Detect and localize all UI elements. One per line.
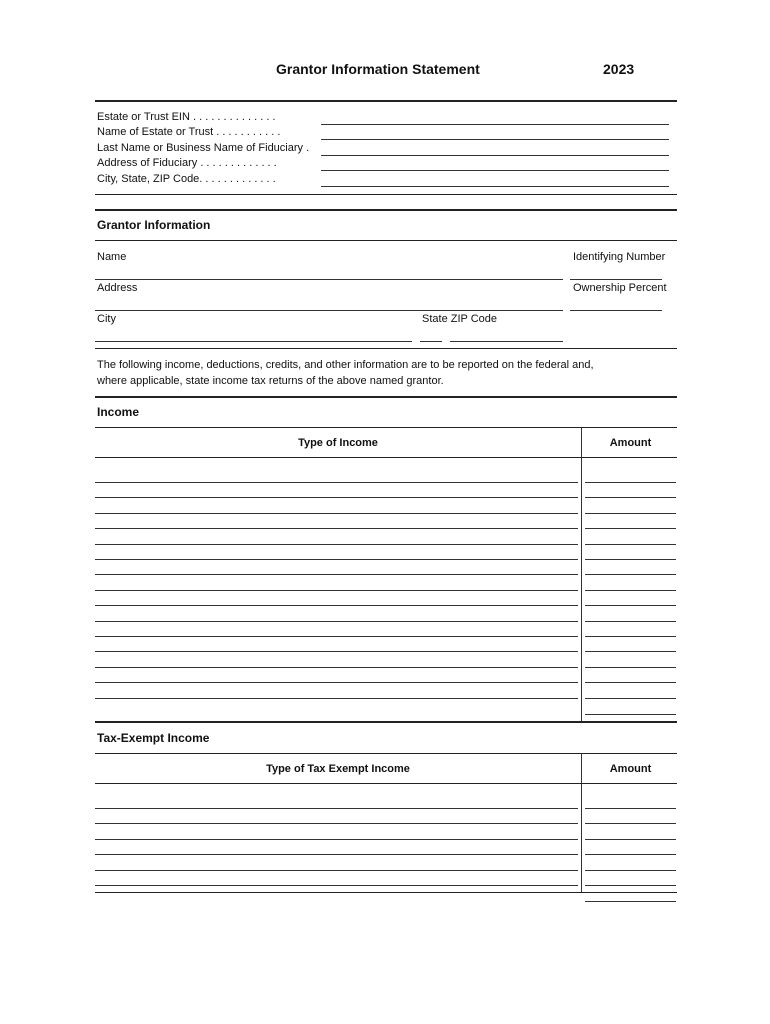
- income-amount-field[interactable]: [585, 545, 676, 560]
- header-divider: [95, 100, 677, 102]
- tax-exempt-header-top: [95, 753, 677, 754]
- grantor-heading: Grantor Information: [97, 218, 211, 232]
- income-header-bottom: [95, 457, 677, 458]
- grantor-address-label: Address: [97, 282, 138, 294]
- income-column-divider: [581, 427, 582, 721]
- city-state-zip-field[interactable]: [321, 172, 669, 187]
- income-type-field[interactable]: [95, 622, 578, 637]
- tax-exempt-amount-field[interactable]: [585, 825, 676, 840]
- tax-exempt-type-field[interactable]: [95, 809, 578, 824]
- notice-text: [97, 357, 677, 389]
- income-amount-field[interactable]: [585, 607, 676, 622]
- income-amount-field[interactable]: [585, 560, 676, 575]
- tax-exempt-type-field[interactable]: [95, 871, 578, 886]
- income-amount-field[interactable]: [585, 499, 676, 514]
- estate-ein-field[interactable]: [321, 110, 669, 125]
- grantor-address-field[interactable]: [95, 296, 563, 311]
- tax-exempt-amount-header: Amount: [609, 763, 652, 775]
- estate-ein-label: Estate or Trust EIN . . . . . . . . . . . . . .: [97, 111, 276, 123]
- tax-exempt-bottom-divider: [95, 892, 677, 893]
- income-amount-field[interactable]: [585, 530, 676, 545]
- income-amount-field[interactable]: [585, 622, 676, 637]
- estate-name-field[interactable]: [321, 125, 669, 140]
- tax-exempt-amount-field[interactable]: [585, 794, 676, 809]
- form-title: Grantor Information Statement: [276, 61, 480, 77]
- income-amount-field[interactable]: [585, 591, 676, 606]
- income-header-top: [95, 427, 677, 428]
- estate-name-label: Name of Estate or Trust . . . . . . . . . . .: [97, 126, 281, 138]
- grantor-city-field[interactable]: [95, 327, 412, 342]
- grantor-bottom-divider: [95, 348, 677, 349]
- income-amount-field[interactable]: [585, 637, 676, 652]
- income-amount-field[interactable]: [585, 514, 676, 529]
- grantor-state-field[interactable]: [420, 327, 442, 342]
- grantor-zip-field[interactable]: [450, 327, 563, 342]
- tax-exempt-type-header: Type of Tax Exempt Income: [266, 763, 410, 775]
- grantor-ownership-label: Ownership Percent: [573, 282, 667, 294]
- income-type-field[interactable]: [95, 684, 578, 699]
- fiduciary-address-label: Address of Fiduciary . . . . . . . . . . . . .: [97, 157, 277, 169]
- notice-line-1: The following income, deductions, credits, and other information are to be reported on the federal and,: [97, 359, 594, 371]
- income-type-field[interactable]: [95, 637, 578, 652]
- fiduciary-name-label: Last Name or Business Name of Fiduciary .: [97, 142, 310, 154]
- income-amount-field[interactable]: [585, 653, 676, 668]
- income-type-header: Type of Income: [298, 437, 378, 449]
- grantor-city-label: City: [97, 313, 116, 325]
- income-type-field[interactable]: [95, 576, 578, 591]
- income-type-field[interactable]: [95, 499, 578, 514]
- fiduciary-address-field[interactable]: [321, 156, 669, 171]
- income-amount-field[interactable]: [585, 668, 676, 683]
- tax-exempt-amount-field[interactable]: [585, 840, 676, 855]
- estate-divider-2: [95, 209, 677, 211]
- tax-exempt-type-field[interactable]: [95, 856, 578, 871]
- fiduciary-name-field[interactable]: [321, 141, 669, 156]
- tax-exempt-type-field[interactable]: [95, 794, 578, 809]
- grantor-divider: [95, 240, 677, 241]
- income-amount-field[interactable]: [585, 483, 676, 498]
- grantor-ownership-field[interactable]: [570, 296, 662, 311]
- income-bottom-divider: [95, 721, 677, 723]
- tax-exempt-heading: Tax-Exempt Income: [97, 731, 210, 745]
- notice-line-2: where applicable, state income tax returns of the above named grantor.: [97, 375, 444, 387]
- income-type-field[interactable]: [95, 653, 578, 668]
- income-type-field[interactable]: [95, 468, 578, 483]
- form-year: 2023: [603, 61, 635, 77]
- income-type-field[interactable]: [95, 607, 578, 622]
- tax-exempt-amount-field[interactable]: [585, 809, 676, 824]
- tax-exempt-type-field[interactable]: [95, 840, 578, 855]
- tax-exempt-total-amount-field[interactable]: [585, 887, 676, 902]
- income-amount-header: Amount: [609, 437, 652, 449]
- city-state-zip-label: City, State, ZIP Code. . . . . . . . . . . . .: [97, 173, 276, 185]
- income-total-amount-field[interactable]: [585, 700, 676, 715]
- estate-divider-1: [95, 194, 677, 195]
- tax-exempt-type-field[interactable]: [95, 825, 578, 840]
- grantor-id-field[interactable]: [570, 265, 662, 280]
- income-type-field[interactable]: [95, 530, 578, 545]
- grantor-name-label: Name: [97, 251, 127, 263]
- income-type-field[interactable]: [95, 514, 578, 529]
- grantor-id-label: Identifying Number: [573, 251, 666, 263]
- income-amount-field[interactable]: [585, 684, 676, 699]
- income-type-field[interactable]: [95, 591, 578, 606]
- income-amount-field[interactable]: [585, 576, 676, 591]
- notice-divider: [95, 396, 677, 398]
- tax-exempt-amount-field[interactable]: [585, 856, 676, 871]
- income-type-field[interactable]: [95, 545, 578, 560]
- tax-exempt-header-bottom: [95, 783, 677, 784]
- income-type-field[interactable]: [95, 668, 578, 683]
- income-amount-field[interactable]: [585, 468, 676, 483]
- income-type-field[interactable]: [95, 560, 578, 575]
- tax-exempt-amount-field[interactable]: [585, 871, 676, 886]
- grantor-name-field[interactable]: [95, 265, 563, 280]
- income-type-field[interactable]: [95, 483, 578, 498]
- grantor-statezip-label: State ZIP Code: [422, 313, 498, 325]
- tax-exempt-column-divider: [581, 753, 582, 892]
- income-heading: Income: [97, 405, 140, 419]
